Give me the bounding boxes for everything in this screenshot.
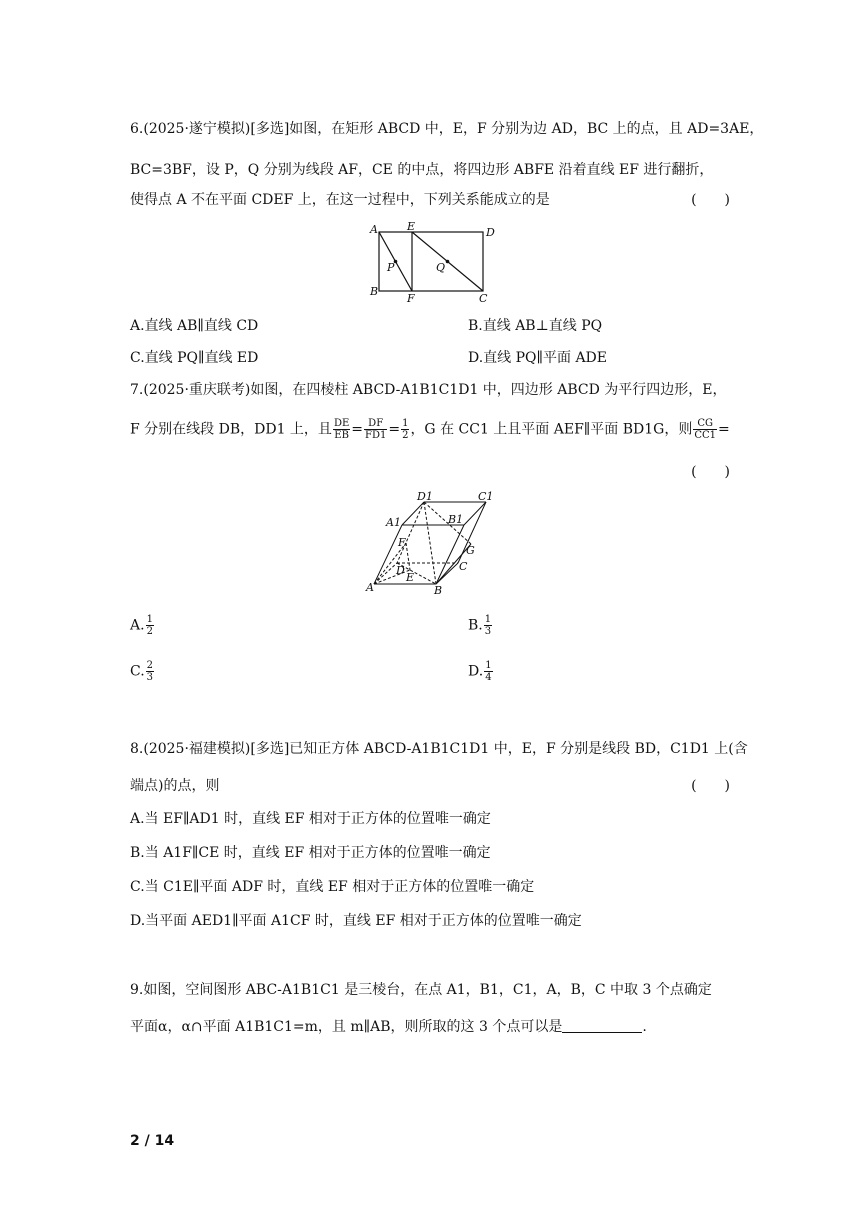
- q9-line-2: [130, 1017, 730, 1037]
- q6-line-3-text: 使得点 A 不在平面 CDEF 上，在这一过程中，下列关系能成立的是: [130, 192, 550, 208]
- q7-frac1-num: DE: [333, 418, 350, 429]
- q7-option-d-fraction: [484, 660, 492, 683]
- q6-label-D: D: [486, 226, 495, 239]
- q9-line-1: 9.如图，空间图形 ABC-A1B1C1 是三棱台，在点 A1，B1，C1，A，B，C 中取 3 个点确定: [130, 982, 712, 998]
- q7-label-C1: C1: [478, 490, 494, 503]
- q7-option-c-den: 3: [146, 672, 154, 683]
- q7-label-B1: B1: [448, 513, 464, 526]
- q8-option-d: D.当平面 AED1∥平面 A1CF 时，直线 EF 相对于正方体的位置唯一确定: [130, 913, 582, 929]
- q6-option-c: C.直线 PQ∥直线 ED: [130, 350, 259, 366]
- q6-label-F: F: [407, 292, 415, 304]
- q6-label-A: A: [370, 223, 378, 236]
- q9-answer-blank[interactable]: [562, 1018, 642, 1033]
- q6-option-b: B.直线 AB⊥直线 PQ: [468, 318, 603, 334]
- q6-line-1: 6.(2025·遂宁模拟)[多选]如图，在矩形 ABCD 中，E，F 分别为边 AD，BC 上的点，且 AD=3AE，: [130, 121, 764, 137]
- q7-label-C: C: [459, 560, 468, 573]
- q6-label-C: C: [479, 292, 488, 304]
- q8-option-c: C.当 C1E∥平面 ADF 时，直线 EF 相对于正方体的位置唯一确定: [130, 879, 535, 895]
- q6-option-a: A.直线 AB∥直线 CD: [130, 318, 259, 334]
- q7-frac4-num: CG: [693, 418, 717, 430]
- q6-answer-paren: ( ): [691, 192, 730, 208]
- q7-eq: =: [718, 421, 730, 438]
- q8-answer-paren: ( ): [691, 778, 730, 794]
- q8-option-a: A.当 EF∥AD1 时，直线 EF 相对于正方体的位置唯一确定: [130, 811, 491, 827]
- q7-line-1: 7.(2025·重庆联考)如图，在四棱柱 ABCD-A1B1C1D1 中，四边形 ABCD 为平行四边形，E，: [130, 382, 727, 398]
- q6-figure-rectangle: [365, 222, 495, 304]
- q7-option-a: [130, 614, 155, 637]
- q7-line-2-post: ，G 在 CC1 上且平面 AEF∥平面 BD1G，则: [410, 421, 693, 438]
- q7-frac2-num: DF: [364, 418, 387, 430]
- q7-answer-paren: ( ): [691, 464, 730, 480]
- q6-label-Q: Q: [436, 261, 446, 274]
- q7-frac4-den: CC1: [694, 430, 716, 441]
- q7-option-b-fraction: [484, 614, 492, 637]
- q7-option-c-num: 2: [146, 660, 154, 671]
- page-number: 2 / 14: [130, 1133, 175, 1149]
- q7-frac3-num: 1: [402, 418, 409, 429]
- q7-line-2-pre: F 分别在线段 DB，DD1 上，且: [130, 421, 332, 438]
- q7-option-d-den: 4: [485, 672, 492, 683]
- q7-fraction-df-fd1: [364, 418, 387, 441]
- q7-option-b-prefix: B.: [468, 617, 483, 634]
- q7-option-d-prefix: D.: [468, 663, 484, 680]
- q7-label-G: G: [466, 544, 475, 557]
- q7-label-D1: D1: [417, 490, 433, 503]
- q7-label-A1: A1: [386, 516, 401, 529]
- q7-figure-prism: [364, 488, 500, 596]
- q7-option-a-fraction: [146, 614, 154, 637]
- q7-label-B: B: [434, 584, 443, 596]
- q7-option-a-num: 1: [146, 614, 153, 625]
- q7-label-E: E: [406, 571, 415, 584]
- q9-line-2-post: .: [642, 1019, 647, 1035]
- q7-label-A: A: [366, 581, 374, 594]
- q7-option-b-den: 3: [484, 626, 492, 637]
- q6-line-3: [130, 190, 730, 210]
- q8-line-2: [130, 776, 730, 796]
- q7-frac3-den: 2: [402, 430, 409, 441]
- q7-option-d: [468, 660, 494, 683]
- q7-fraction-de-eb: [333, 418, 350, 441]
- q7-option-c-prefix: C.: [130, 663, 145, 680]
- q7-label-F: F: [398, 536, 406, 549]
- q6-option-d: D.直线 PQ∥平面 ADE: [468, 350, 607, 366]
- q6-label-B: B: [370, 285, 379, 298]
- q7-line-2: F 分别在线段 DB，DD1 上，且 $\frac{DE}{EB}$ = $\frac{DF}{FD1}$ = $\frac{1}{2}$ ，G 在 CC1 上且平面 AEF∥平面 BD1G，则 $\frac{CG}{CC1}$ =: [130, 418, 730, 441]
- q6-label-P: P: [387, 261, 395, 274]
- q6-label-E: E: [407, 222, 416, 233]
- q7-label-D: D: [396, 564, 405, 577]
- q7-fraction-cg-cc1: [693, 418, 717, 441]
- q7-option-d-num: 1: [485, 660, 492, 671]
- q7-frac2-den: FD1: [365, 430, 387, 441]
- q7-option-a-den: 2: [146, 626, 153, 637]
- q7-option-a-prefix: A.: [130, 617, 145, 634]
- q9-line-2-pre: 平面α，α∩平面 A1B1C1=m，且 m∥AB，则所取的这 3 个点可以是: [130, 1019, 563, 1035]
- q7-option-c: [130, 660, 155, 683]
- q7-option-b-num: 1: [484, 614, 492, 625]
- q6-line-2: BC=3BF，设 P，Q 分别为线段 AF，CE 的中点，将四边形 ABFE 沿着直线 EF 进行翻折，: [130, 162, 714, 178]
- q7-frac1-den: EB: [334, 430, 349, 441]
- q8-line-1: 8.(2025·福建模拟)[多选]已知正方体 ABCD-A1B1C1D1 中，E，F 分别是线段 BD，C1D1 上(含: [130, 741, 748, 757]
- q7-fraction-half: [401, 418, 409, 441]
- q8-line-2-text: 端点)的点，则: [130, 778, 220, 794]
- q7-option-b: [468, 614, 493, 637]
- q8-option-b: B.当 A1F∥CE 时，直线 EF 相对于正方体的位置唯一确定: [130, 845, 491, 861]
- q7-option-c-fraction: [146, 660, 154, 683]
